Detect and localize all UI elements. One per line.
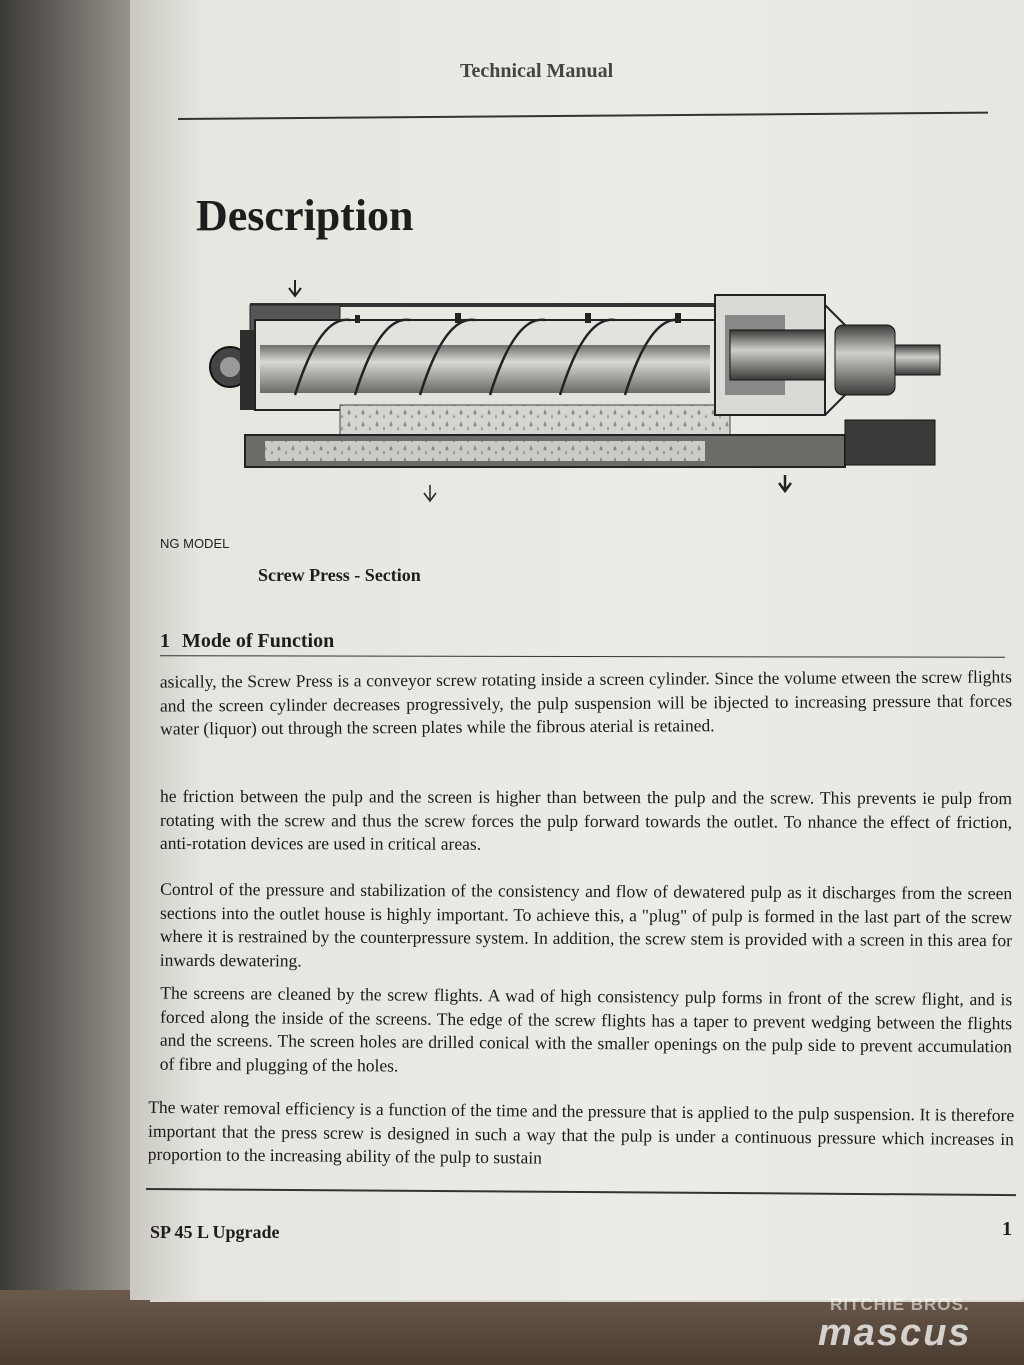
watermark-text: RITCHIE BROS.	[830, 1295, 970, 1314]
running-header: Technical Manual	[460, 60, 614, 82]
figure-caption: Screw Press - Section	[258, 565, 421, 585]
paragraph: Control of the pressure and stabilization of the consistency and flow of dewatered pulp as it discharges from the screen sections into the outlet house is highly important. To achieve this, a "plug" of pulp is formed in the last part of the screw where it is restrained by the counterpressure system. In addition, the screw stem is provided with a screen in this area for inwards dewatering.	[159, 878, 1013, 971]
paragraph: The screens are cleaned by the screw flights. A wad of high consistency pulp forms in front of the screw flight, and is forced along the inside of the screens. The edge of the screw flights has a taper to prevent wedging between the flights and the screens. The screen holes are drilled conical with the smaller openings on the pulp side to prevent accumulation of fibre and plugging of the holes.	[159, 982, 1013, 1076]
figure-side-label: NG MODEL	[160, 536, 230, 551]
footer-document-name: SP 45 L Upgrade	[150, 1222, 280, 1242]
page-number: 1	[1002, 1218, 1012, 1240]
paragraph: asically, the Screw Press is a conveyor screw rotating inside a screen cylinder. Since the volume etween the screw flights and the screen cylinder decreases progressively, the pulp suspension will be ibjected to increasing pressure that forces water (liquor) out through the screen plates while the fibrous aterial is retained.	[159, 666, 1013, 739]
page-title: Description	[196, 191, 414, 240]
section-heading	[160, 630, 334, 653]
paragraph: The water removal efficiency is a function of the time and the pressure that is applied to the pulp suspension. It is therefore important that the press screw is designed in such a way that the pulp is under a continuous pressure which increases in proportion to the increasing ability of the pulp to sustain	[147, 1096, 1015, 1168]
watermark-logo: mascus	[818, 1312, 972, 1354]
paragraph: he friction between the pulp and the screen is higher than between the pulp and the screw. This prevents ie pulp from rotating with the screw and thus the screw forces the pulp forward towards the outlet. To nhance the effect of friction, anti-rotation devices are used in critical areas.	[159, 785, 1013, 854]
screw-press-diagram	[205, 275, 945, 510]
section-title: Mode of Function	[182, 630, 335, 652]
section-number: 1	[160, 630, 170, 652]
